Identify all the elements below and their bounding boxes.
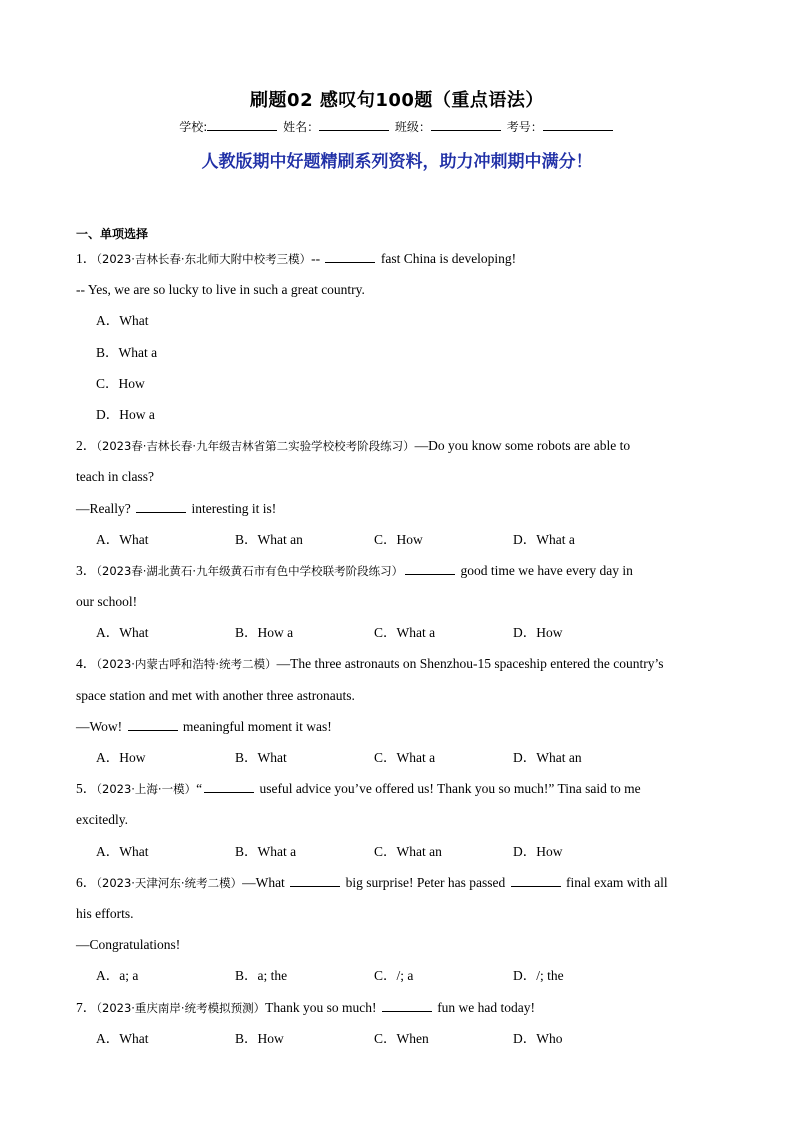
option-a: A．What	[96, 625, 149, 641]
option-c: C．When	[374, 1030, 429, 1046]
option-b: B．What an	[235, 531, 303, 547]
school-label: 学校:	[179, 120, 208, 134]
question-source: （2023·上海·一模）	[96, 782, 197, 797]
class-label: 班级：	[394, 120, 431, 134]
school-blank	[207, 118, 277, 131]
stem-text: meaningful moment it was!	[179, 718, 332, 734]
option-a: A．a; a	[96, 968, 139, 984]
stem-text: interesting it is!	[188, 500, 277, 516]
question-list	[76, 247, 716, 1058]
stem-text: “	[196, 781, 203, 797]
question-source: （2023春·吉林长春·九年级吉林省第二实验学校校考阶段练习）	[96, 439, 415, 454]
answer-blank	[128, 716, 178, 731]
question-stem	[76, 996, 716, 1027]
answer-blank	[325, 248, 375, 263]
question-number: 2．	[76, 438, 97, 454]
option-d: D．How a	[96, 406, 155, 422]
stem-text: Thank you so much!	[265, 999, 380, 1015]
answer-blank	[290, 872, 340, 887]
name-blank	[319, 118, 389, 131]
question-source: （2023·内蒙古呼和浩特·统考二模）	[96, 657, 277, 672]
question-source: （2023·天津河东·统考二模）	[96, 875, 243, 890]
question-continuation: -- Yes, we are so lucky to live in such a great country.	[76, 282, 365, 298]
option-d: D．What a	[513, 531, 575, 547]
option-c: C．How	[96, 375, 145, 391]
answer-blank	[136, 498, 186, 513]
answer-blank	[204, 778, 254, 793]
question-number: 4．	[76, 656, 97, 672]
question-number: 7．	[76, 999, 97, 1015]
stem-text: fast China is developing!	[377, 251, 517, 266]
option-b: B．What	[235, 750, 287, 765]
question-number: 1．	[76, 251, 97, 266]
option-c: C．What a	[374, 625, 436, 641]
option-d: D．How	[513, 625, 563, 641]
section-heading: 一、单项选择	[76, 227, 149, 241]
question-stem	[76, 434, 716, 465]
question-number: 6．	[76, 874, 97, 890]
answer-blank	[405, 560, 455, 575]
option-c: C．What a	[374, 750, 436, 765]
question-source: （2023春·湖北黄石·九年级黄石市有色中学校联考阶段练习）	[96, 563, 404, 578]
stem-text: —The three astronauts on Shenzhou-15 spaceship entered the country’s	[276, 656, 664, 672]
question-continuation: excitedly.	[76, 812, 128, 828]
question-continuation: —Congratulations!	[76, 937, 181, 953]
question-stem	[76, 652, 716, 683]
stem-text: final exam with all	[562, 874, 668, 890]
question-stem	[76, 777, 716, 808]
question-continuation: space station and met with another three astronauts.	[76, 687, 355, 703]
option-b: B．How a	[235, 625, 294, 641]
question-continuation: our school!	[76, 594, 138, 610]
promo-banner: 人教版期中好题精刷系列资料，助力冲刺期中满分！	[201, 152, 593, 172]
stem-text: —What	[242, 874, 289, 890]
question-number: 3．	[76, 562, 97, 578]
option-d: D．/; the	[513, 968, 564, 984]
option-c: C．What an	[374, 843, 442, 859]
option-a: A．What	[96, 1030, 149, 1046]
option-d: D．Who	[513, 1030, 563, 1046]
stem-text: fun we had today!	[433, 999, 536, 1015]
question-stem	[76, 247, 716, 278]
option-a: A．What	[96, 313, 149, 329]
option-b: B．a; the	[235, 968, 288, 984]
options-row	[76, 746, 716, 777]
question-stem	[76, 559, 716, 590]
stem-text: —Do you know some robots are able to	[414, 438, 631, 454]
answer-blank	[382, 997, 432, 1012]
option-b: B．What a	[235, 843, 297, 859]
options-row	[76, 621, 716, 652]
options-row	[76, 840, 716, 871]
stem-text: good time we have every day in	[457, 562, 633, 578]
number-blank	[543, 118, 613, 131]
class-blank	[431, 118, 501, 131]
options-row	[76, 964, 716, 995]
stem-text: --	[311, 251, 324, 266]
option-a: A．What	[96, 531, 149, 547]
option-a: A．What	[96, 843, 149, 859]
dialogue-line	[76, 497, 716, 528]
question-source: （2023·重庆南岸·统考模拟预测）	[96, 1000, 266, 1015]
name-label: 姓名：	[283, 120, 320, 134]
option-d: D．What an	[513, 750, 582, 765]
option-b: B．What a	[96, 344, 158, 360]
number-label: 考号：	[506, 120, 543, 134]
option-c: C．How	[374, 531, 423, 547]
options-row	[76, 528, 716, 559]
stem-text: big surprise! Peter has passed	[342, 874, 509, 890]
option-c: C．/; a	[374, 968, 414, 984]
options-row	[76, 1027, 716, 1058]
stem-text: —Wow!	[76, 718, 126, 734]
question-stem	[76, 871, 716, 902]
question-continuation: his efforts.	[76, 905, 134, 921]
question-source: （2023·吉林长春·东北师大附中校考三模）	[96, 252, 312, 266]
question-continuation: teach in class?	[76, 469, 154, 485]
answer-blank	[511, 872, 561, 887]
option-a: A．How	[96, 750, 146, 765]
stem-text: useful advice you’ve offered us! Thank you so much!” Tina said to me	[256, 781, 641, 797]
option-d: D．How	[513, 843, 563, 859]
dialogue-line	[76, 715, 716, 746]
option-b: B．How	[235, 1030, 284, 1046]
question-number: 5．	[76, 781, 97, 797]
stem-text: —Really?	[76, 500, 135, 516]
page-title: 刷题02 感叹句100题（重点语法）	[250, 90, 544, 111]
student-info-line	[0, 118, 794, 135]
